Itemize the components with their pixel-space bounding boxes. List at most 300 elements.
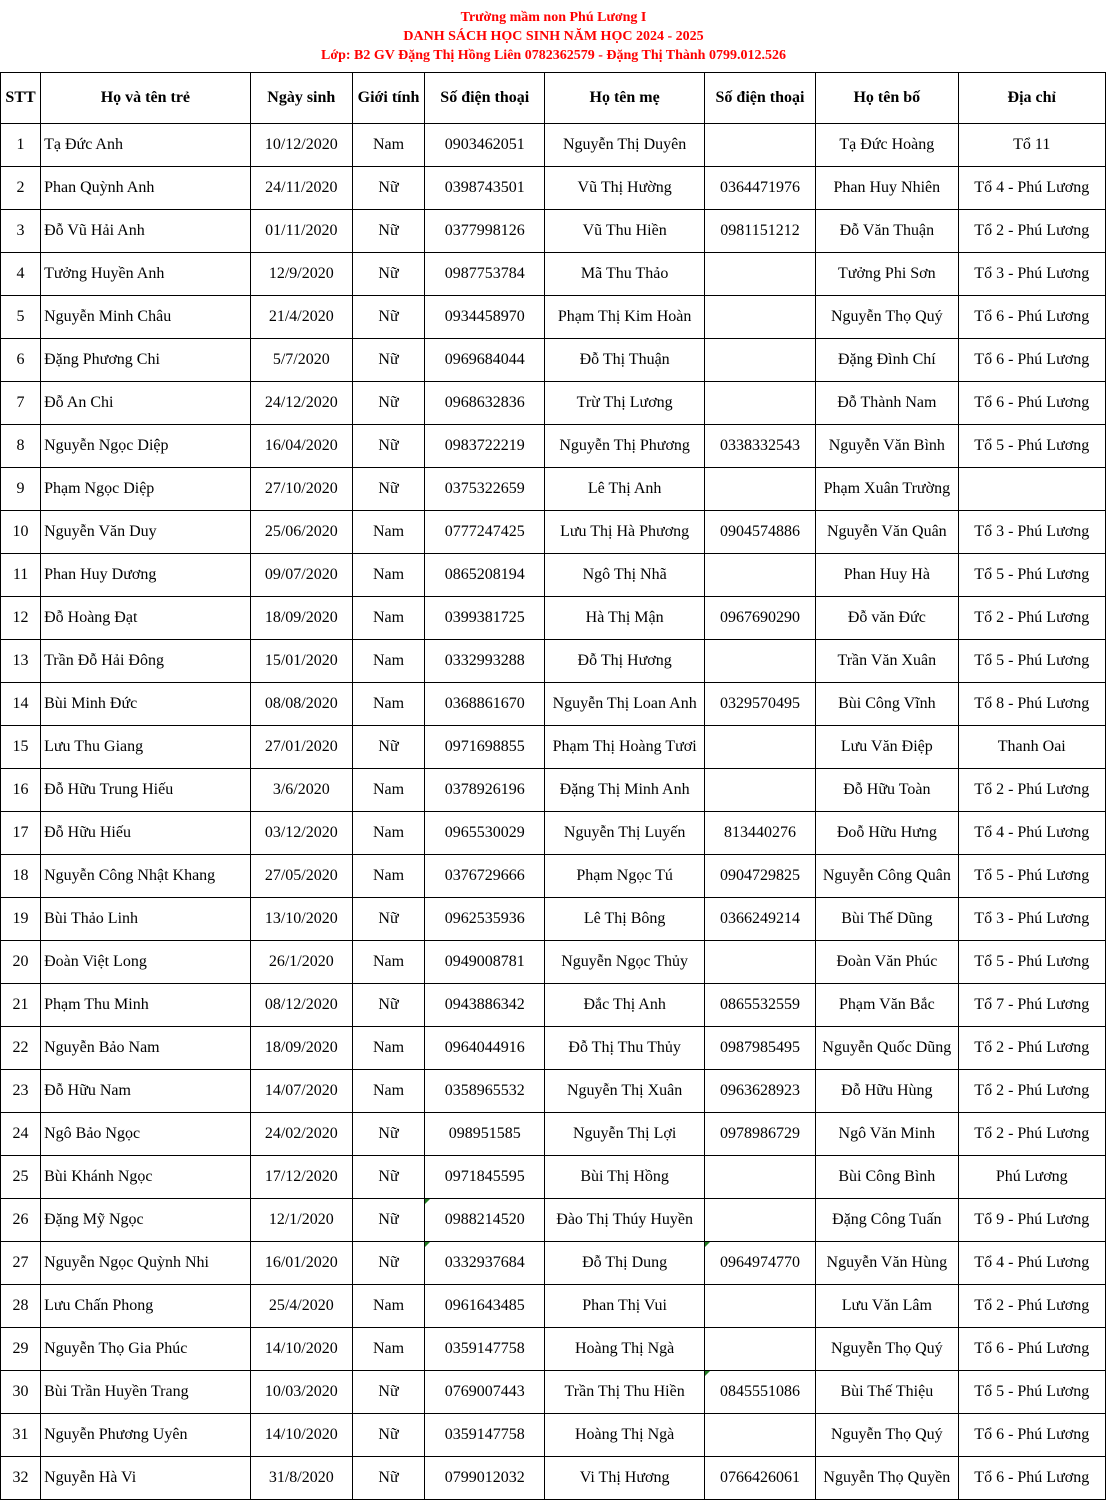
gender-cell: Nam bbox=[352, 597, 424, 640]
gender-cell: Nữ bbox=[352, 726, 424, 769]
child-name-cell: Đoàn Việt Long bbox=[41, 941, 251, 984]
mother-phone-cell bbox=[704, 382, 815, 425]
father-name-cell: Tưởng Phi Sơn bbox=[816, 253, 958, 296]
table-row bbox=[1, 1113, 1106, 1156]
mother-phone-cell bbox=[704, 339, 815, 382]
address-cell: Tổ 6 - Phú Lương bbox=[958, 1414, 1105, 1457]
address-cell: Tổ 6 - Phú Lương bbox=[958, 339, 1105, 382]
address-cell: Tổ 2 - Phú Lương bbox=[958, 769, 1105, 812]
father-name-cell: Đỗ Văn Thuận bbox=[816, 210, 958, 253]
child-name-cell: Phan Quỳnh Anh bbox=[41, 167, 251, 210]
address-cell: Tổ 9 - Phú Lương bbox=[958, 1199, 1105, 1242]
gender-cell: Nữ bbox=[352, 210, 424, 253]
birth-date-cell: 08/12/2020 bbox=[250, 984, 352, 1027]
father-name-cell: Phạm Văn Bắc bbox=[816, 984, 958, 1027]
mother-name-cell: Nguyễn Thị Luyến bbox=[545, 812, 704, 855]
child-name-cell: Nguyễn Ngọc Diệp bbox=[41, 425, 251, 468]
gender-cell: Nữ bbox=[352, 425, 424, 468]
table-row bbox=[1, 511, 1106, 554]
child-name-cell: Bùi Minh Đức bbox=[41, 683, 251, 726]
row-number-cell: 6 bbox=[1, 339, 41, 382]
phone-number-cell: 0988214520 bbox=[425, 1199, 545, 1242]
birth-date-cell: 25/4/2020 bbox=[250, 1285, 352, 1328]
list-title: DANH SÁCH HỌC SINH NĂM HỌC 2024 - 2025 bbox=[403, 29, 704, 44]
mother-name-cell: Đắc Thị Anh bbox=[545, 984, 704, 1027]
column-header: STT bbox=[1, 73, 41, 124]
child-name-cell: Đặng Phương Chi bbox=[41, 339, 251, 382]
birth-date-cell: 24/02/2020 bbox=[250, 1113, 352, 1156]
father-name-cell: Bùi Thế Thiệu bbox=[816, 1371, 958, 1414]
phone-number-cell: 0777247425 bbox=[425, 511, 545, 554]
mother-name-cell: Đỗ Thị Thu Thủy bbox=[545, 1027, 704, 1070]
mother-name-cell: Lưu Thị Hà Phương bbox=[545, 511, 704, 554]
birth-date-cell: 03/12/2020 bbox=[250, 812, 352, 855]
gender-cell: Nữ bbox=[352, 1113, 424, 1156]
mother-phone-cell bbox=[704, 1156, 815, 1199]
table-row bbox=[1, 726, 1106, 769]
table-row bbox=[1, 683, 1106, 726]
gender-cell: Nữ bbox=[352, 167, 424, 210]
table-row bbox=[1, 1285, 1106, 1328]
father-name-cell: Nguyễn Thọ Quý bbox=[816, 1414, 958, 1457]
birth-date-cell: 14/10/2020 bbox=[250, 1414, 352, 1457]
address-cell: Tổ 2 - Phú Lương bbox=[958, 210, 1105, 253]
birth-date-cell: 14/07/2020 bbox=[250, 1070, 352, 1113]
gender-cell: Nữ bbox=[352, 1457, 424, 1500]
address-cell: Phú Lương bbox=[958, 1156, 1105, 1199]
table-row bbox=[1, 1371, 1106, 1414]
father-name-cell: Nguyễn Công Quân bbox=[816, 855, 958, 898]
mother-name-cell: Vi Thị Hương bbox=[545, 1457, 704, 1500]
table-row bbox=[1, 812, 1106, 855]
gender-cell: Nữ bbox=[352, 1414, 424, 1457]
mother-name-cell: Đỗ Thị Dung bbox=[545, 1242, 704, 1285]
child-name-cell: Phan Huy Dương bbox=[41, 554, 251, 597]
mother-name-cell: Đặng Thị Minh Anh bbox=[545, 769, 704, 812]
birth-date-cell: 24/12/2020 bbox=[250, 382, 352, 425]
birth-date-cell: 10/12/2020 bbox=[250, 124, 352, 167]
gender-cell: Nam bbox=[352, 640, 424, 683]
address-cell: Tổ 6 - Phú Lương bbox=[958, 1328, 1105, 1371]
address-cell: Tổ 2 - Phú Lương bbox=[958, 1027, 1105, 1070]
child-name-cell: Phạm Thu Minh bbox=[41, 984, 251, 1027]
father-name-cell: Lưu Văn Điệp bbox=[816, 726, 958, 769]
phone-number-cell: 098951585 bbox=[425, 1113, 545, 1156]
row-number-cell: 13 bbox=[1, 640, 41, 683]
gender-cell: Nam bbox=[352, 554, 424, 597]
mother-name-cell: Vũ Thị Hường bbox=[545, 167, 704, 210]
column-header: Số điện thoại bbox=[425, 73, 545, 124]
column-header: Họ tên bố bbox=[816, 73, 958, 124]
mother-name-cell: Hoàng Thị Ngà bbox=[545, 1328, 704, 1371]
birth-date-cell: 3/6/2020 bbox=[250, 769, 352, 812]
phone-number-cell: 0983722219 bbox=[425, 425, 545, 468]
mother-phone-cell bbox=[704, 1285, 815, 1328]
address-cell bbox=[958, 468, 1105, 511]
phone-number-cell: 0398743501 bbox=[425, 167, 545, 210]
mother-name-cell: Phạm Thị Hoàng Tươi bbox=[545, 726, 704, 769]
school-name: Trường mầm non Phú Lương I bbox=[460, 10, 647, 25]
mother-phone-cell: 0366249214 bbox=[704, 898, 815, 941]
address-cell: Tổ 3 - Phú Lương bbox=[958, 511, 1105, 554]
mother-phone-cell: 0364471976 bbox=[704, 167, 815, 210]
row-number-cell: 10 bbox=[1, 511, 41, 554]
table-row bbox=[1, 1328, 1106, 1371]
child-name-cell: Nguyễn Ngọc Quỳnh Nhi bbox=[41, 1242, 251, 1285]
mother-name-cell: Nguyễn Ngọc Thủy bbox=[545, 941, 704, 984]
gender-cell: Nữ bbox=[352, 898, 424, 941]
phone-number-cell: 0987753784 bbox=[425, 253, 545, 296]
phone-number-cell: 0965530029 bbox=[425, 812, 545, 855]
mother-name-cell: Lê Thị Bông bbox=[545, 898, 704, 941]
table-row bbox=[1, 1414, 1106, 1457]
father-name-cell: Phan Huy Nhiên bbox=[816, 167, 958, 210]
mother-name-cell: Nguyễn Thị Lợi bbox=[545, 1113, 704, 1156]
gender-cell: Nam bbox=[352, 1285, 424, 1328]
birth-date-cell: 24/11/2020 bbox=[250, 167, 352, 210]
mother-phone-cell bbox=[704, 468, 815, 511]
row-number-cell: 31 bbox=[1, 1414, 41, 1457]
mother-phone-cell: 0978986729 bbox=[704, 1113, 815, 1156]
address-cell: Tổ 11 bbox=[958, 124, 1105, 167]
gender-cell: Nữ bbox=[352, 253, 424, 296]
address-cell: Tổ 4 - Phú Lương bbox=[958, 812, 1105, 855]
mother-phone-cell: 0865532559 bbox=[704, 984, 815, 1027]
column-header: Số điện thoại bbox=[704, 73, 815, 124]
child-name-cell: Đỗ Hữu Nam bbox=[41, 1070, 251, 1113]
table-row bbox=[1, 167, 1106, 210]
row-number-cell: 29 bbox=[1, 1328, 41, 1371]
gender-cell: Nam bbox=[352, 1027, 424, 1070]
address-cell: Thanh Oai bbox=[958, 726, 1105, 769]
phone-number-cell: 0969684044 bbox=[425, 339, 545, 382]
table-row bbox=[1, 769, 1106, 812]
father-name-cell: Trần Văn Xuân bbox=[816, 640, 958, 683]
row-number-cell: 20 bbox=[1, 941, 41, 984]
birth-date-cell: 14/10/2020 bbox=[250, 1328, 352, 1371]
address-cell: Tổ 6 - Phú Lương bbox=[958, 296, 1105, 339]
row-number-cell: 8 bbox=[1, 425, 41, 468]
address-cell: Tổ 7 - Phú Lương bbox=[958, 984, 1105, 1027]
address-cell: Tổ 4 - Phú Lương bbox=[958, 1242, 1105, 1285]
phone-number-cell: 0943886342 bbox=[425, 984, 545, 1027]
row-number-cell: 11 bbox=[1, 554, 41, 597]
gender-cell: Nữ bbox=[352, 1242, 424, 1285]
mother-name-cell: Lê Thị Anh bbox=[545, 468, 704, 511]
row-number-cell: 3 bbox=[1, 210, 41, 253]
mother-name-cell: Nguyễn Thị Duyên bbox=[545, 124, 704, 167]
birth-date-cell: 16/04/2020 bbox=[250, 425, 352, 468]
address-cell: Tổ 4 - Phú Lương bbox=[958, 167, 1105, 210]
gender-cell: Nam bbox=[352, 511, 424, 554]
child-name-cell: Nguyễn Văn Duy bbox=[41, 511, 251, 554]
birth-date-cell: 21/4/2020 bbox=[250, 296, 352, 339]
mother-name-cell: Nguyễn Thị Loan Anh bbox=[545, 683, 704, 726]
table-row bbox=[1, 597, 1106, 640]
gender-cell: Nữ bbox=[352, 339, 424, 382]
address-cell: Tổ 5 - Phú Lương bbox=[958, 640, 1105, 683]
phone-number-cell: 0376729666 bbox=[425, 855, 545, 898]
gender-cell: Nữ bbox=[352, 1156, 424, 1199]
mother-name-cell: Hoàng Thị Ngà bbox=[545, 1414, 704, 1457]
mother-name-cell: Vũ Thu Hiền bbox=[545, 210, 704, 253]
birth-date-cell: 12/1/2020 bbox=[250, 1199, 352, 1242]
column-header: Họ và tên trẻ bbox=[41, 73, 251, 124]
child-name-cell: Nguyễn Bảo Nam bbox=[41, 1027, 251, 1070]
mother-phone-cell: 0967690290 bbox=[704, 597, 815, 640]
mother-phone-cell: 0904729825 bbox=[704, 855, 815, 898]
phone-number-cell: 0359147758 bbox=[425, 1414, 545, 1457]
mother-phone-cell bbox=[704, 726, 815, 769]
child-name-cell: Lưu Thu Giang bbox=[41, 726, 251, 769]
father-name-cell: Đỗ Hữu Toàn bbox=[816, 769, 958, 812]
father-name-cell: Đặng Công Tuấn bbox=[816, 1199, 958, 1242]
child-name-cell: Bùi Khánh Ngọc bbox=[41, 1156, 251, 1199]
gender-cell: Nữ bbox=[352, 468, 424, 511]
row-number-cell: 4 bbox=[1, 253, 41, 296]
row-number-cell: 25 bbox=[1, 1156, 41, 1199]
table-row bbox=[1, 984, 1106, 1027]
mother-phone-cell: 0981151212 bbox=[704, 210, 815, 253]
mother-name-cell: Nguyễn Thị Xuân bbox=[545, 1070, 704, 1113]
child-name-cell: Đỗ Hoàng Đạt bbox=[41, 597, 251, 640]
row-number-cell: 23 bbox=[1, 1070, 41, 1113]
row-number-cell: 30 bbox=[1, 1371, 41, 1414]
father-name-cell: Phan Huy Hà bbox=[816, 554, 958, 597]
birth-date-cell: 25/06/2020 bbox=[250, 511, 352, 554]
father-name-cell: Phạm Xuân Trường bbox=[816, 468, 958, 511]
gender-cell: Nữ bbox=[352, 1371, 424, 1414]
phone-number-cell: 0961643485 bbox=[425, 1285, 545, 1328]
child-name-cell: Đỗ Hữu Hiếu bbox=[41, 812, 251, 855]
birth-date-cell: 5/7/2020 bbox=[250, 339, 352, 382]
mother-phone-cell bbox=[704, 769, 815, 812]
gender-cell: Nam bbox=[352, 855, 424, 898]
row-number-cell: 1 bbox=[1, 124, 41, 167]
address-cell: Tổ 5 - Phú Lương bbox=[958, 425, 1105, 468]
row-number-cell: 17 bbox=[1, 812, 41, 855]
phone-number-cell: 0971845595 bbox=[425, 1156, 545, 1199]
table-row bbox=[1, 1070, 1106, 1113]
father-name-cell: Đoàn Văn Phúc bbox=[816, 941, 958, 984]
phone-number-cell: 0399381725 bbox=[425, 597, 545, 640]
child-name-cell: Đỗ Vũ Hải Anh bbox=[41, 210, 251, 253]
child-name-cell: Nguyễn Thọ Gia Phúc bbox=[41, 1328, 251, 1371]
row-number-cell: 19 bbox=[1, 898, 41, 941]
birth-date-cell: 27/10/2020 bbox=[250, 468, 352, 511]
table-row bbox=[1, 425, 1106, 468]
table-row bbox=[1, 1242, 1106, 1285]
table-body bbox=[1, 124, 1106, 1500]
phone-number-cell: 0971698855 bbox=[425, 726, 545, 769]
father-name-cell: Nguyễn Quốc Dũng bbox=[816, 1027, 958, 1070]
table-row bbox=[1, 855, 1106, 898]
birth-date-cell: 12/9/2020 bbox=[250, 253, 352, 296]
mother-phone-cell: 0766426061 bbox=[704, 1457, 815, 1500]
gender-cell: Nữ bbox=[352, 382, 424, 425]
birth-date-cell: 10/03/2020 bbox=[250, 1371, 352, 1414]
child-name-cell: Đặng Mỹ Ngọc bbox=[41, 1199, 251, 1242]
mother-phone-cell bbox=[704, 941, 815, 984]
father-name-cell: Đỗ Thành Nam bbox=[816, 382, 958, 425]
row-number-cell: 18 bbox=[1, 855, 41, 898]
column-header: Địa chỉ bbox=[958, 73, 1105, 124]
address-cell: Tổ 2 - Phú Lương bbox=[958, 1070, 1105, 1113]
child-name-cell: Nguyễn Hà Vi bbox=[41, 1457, 251, 1500]
phone-number-cell: 0962535936 bbox=[425, 898, 545, 941]
phone-number-cell: 0332993288 bbox=[425, 640, 545, 683]
address-cell: Tổ 8 - Phú Lương bbox=[958, 683, 1105, 726]
birth-date-cell: 09/07/2020 bbox=[250, 554, 352, 597]
mother-name-cell: Phạm Ngọc Tú bbox=[545, 855, 704, 898]
table-row bbox=[1, 253, 1106, 296]
father-name-cell: Lưu Văn Lâm bbox=[816, 1285, 958, 1328]
birth-date-cell: 15/01/2020 bbox=[250, 640, 352, 683]
gender-cell: Nam bbox=[352, 1070, 424, 1113]
row-number-cell: 7 bbox=[1, 382, 41, 425]
mother-name-cell: Phan Thị Vui bbox=[545, 1285, 704, 1328]
table-header-row bbox=[1, 73, 1106, 124]
birth-date-cell: 27/05/2020 bbox=[250, 855, 352, 898]
father-name-cell: Nguyễn Văn Hùng bbox=[816, 1242, 958, 1285]
row-number-cell: 26 bbox=[1, 1199, 41, 1242]
mother-phone-cell: 0329570495 bbox=[704, 683, 815, 726]
row-number-cell: 22 bbox=[1, 1027, 41, 1070]
child-name-cell: Bùi Thảo Linh bbox=[41, 898, 251, 941]
gender-cell: Nam bbox=[352, 941, 424, 984]
phone-number-cell: 0949008781 bbox=[425, 941, 545, 984]
address-cell: Tổ 2 - Phú Lương bbox=[958, 597, 1105, 640]
mother-phone-cell bbox=[704, 253, 815, 296]
father-name-cell: Bùi Công Bình bbox=[816, 1156, 958, 1199]
row-number-cell: 24 bbox=[1, 1113, 41, 1156]
table-row bbox=[1, 210, 1106, 253]
mother-phone-cell bbox=[704, 554, 815, 597]
child-name-cell: Tưởng Huyền Anh bbox=[41, 253, 251, 296]
column-header: Họ tên mẹ bbox=[545, 73, 704, 124]
child-name-cell: Nguyễn Phương Uyên bbox=[41, 1414, 251, 1457]
address-cell: Tổ 5 - Phú Lương bbox=[958, 941, 1105, 984]
phone-number-cell: 0377998126 bbox=[425, 210, 545, 253]
mother-name-cell: Trần Thị Thu Hiền bbox=[545, 1371, 704, 1414]
father-name-cell: Đỗ văn Đức bbox=[816, 597, 958, 640]
mother-phone-cell bbox=[704, 1199, 815, 1242]
mother-phone-cell: 0845551086 bbox=[704, 1371, 815, 1414]
column-header: Ngày sinh bbox=[250, 73, 352, 124]
father-name-cell: Ngô Văn Minh bbox=[816, 1113, 958, 1156]
table-row bbox=[1, 1199, 1106, 1242]
father-name-cell: Nguyễn Thọ Quyền bbox=[816, 1457, 958, 1500]
father-name-cell: Đỗ Hữu Hùng bbox=[816, 1070, 958, 1113]
birth-date-cell: 08/08/2020 bbox=[250, 683, 352, 726]
father-name-cell: Đoỗ Hữu Hưng bbox=[816, 812, 958, 855]
address-cell: Tổ 5 - Phú Lương bbox=[958, 855, 1105, 898]
table-row bbox=[1, 898, 1106, 941]
birth-date-cell: 27/01/2020 bbox=[250, 726, 352, 769]
father-name-cell: Tạ Đức Hoàng bbox=[816, 124, 958, 167]
father-name-cell: Đặng Đình Chí bbox=[816, 339, 958, 382]
mother-name-cell: Ngô Thị Nhã bbox=[545, 554, 704, 597]
mother-phone-cell: 0987985495 bbox=[704, 1027, 815, 1070]
phone-number-cell: 0865208194 bbox=[425, 554, 545, 597]
phone-number-cell: 0934458970 bbox=[425, 296, 545, 339]
address-cell: Tổ 2 - Phú Lương bbox=[958, 1113, 1105, 1156]
table-row bbox=[1, 941, 1106, 984]
child-name-cell: Bùi Trần Huyền Trang bbox=[41, 1371, 251, 1414]
birth-date-cell: 17/12/2020 bbox=[250, 1156, 352, 1199]
row-number-cell: 28 bbox=[1, 1285, 41, 1328]
child-name-cell: Ngô Bảo Ngọc bbox=[41, 1113, 251, 1156]
phone-number-cell: 0964044916 bbox=[425, 1027, 545, 1070]
phone-number-cell: 0368861670 bbox=[425, 683, 545, 726]
gender-cell: Nam bbox=[352, 124, 424, 167]
mother-name-cell: Hà Thị Mận bbox=[545, 597, 704, 640]
table-row bbox=[1, 382, 1106, 425]
phone-number-cell: 0358965532 bbox=[425, 1070, 545, 1113]
row-number-cell: 14 bbox=[1, 683, 41, 726]
address-cell: Tổ 6 - Phú Lương bbox=[958, 1457, 1105, 1500]
father-name-cell: Nguyễn Văn Bình bbox=[816, 425, 958, 468]
gender-cell: Nữ bbox=[352, 984, 424, 1027]
child-name-cell: Phạm Ngọc Diệp bbox=[41, 468, 251, 511]
table-row bbox=[1, 124, 1106, 167]
table-row bbox=[1, 1457, 1106, 1500]
gender-cell: Nam bbox=[352, 769, 424, 812]
table-row bbox=[1, 1027, 1106, 1070]
mother-name-cell: Đỗ Thị Thuận bbox=[545, 339, 704, 382]
father-name-cell: Nguyễn Thọ Quý bbox=[816, 296, 958, 339]
mother-phone-cell: 0338332543 bbox=[704, 425, 815, 468]
mother-name-cell: Mã Thu Thảo bbox=[545, 253, 704, 296]
row-number-cell: 27 bbox=[1, 1242, 41, 1285]
phone-number-cell: 0903462051 bbox=[425, 124, 545, 167]
mother-name-cell: Bùi Thị Hồng bbox=[545, 1156, 704, 1199]
row-number-cell: 12 bbox=[1, 597, 41, 640]
mother-name-cell: Nguyễn Thị Phương bbox=[545, 425, 704, 468]
table-row bbox=[1, 296, 1106, 339]
birth-date-cell: 01/11/2020 bbox=[250, 210, 352, 253]
phone-number-cell: 0359147758 bbox=[425, 1328, 545, 1371]
birth-date-cell: 26/1/2020 bbox=[250, 941, 352, 984]
child-name-cell: Tạ Đức Anh bbox=[41, 124, 251, 167]
class-info: Lớp: B2 GV Đặng Thị Hồng Liên 0782362579 - Đặng Thị Thành 0799.012.526 bbox=[321, 48, 786, 63]
mother-phone-cell bbox=[704, 1328, 815, 1371]
column-header: Giới tính bbox=[352, 73, 424, 124]
gender-cell: Nam bbox=[352, 1328, 424, 1371]
birth-date-cell: 18/09/2020 bbox=[250, 597, 352, 640]
mother-phone-cell bbox=[704, 640, 815, 683]
row-number-cell: 16 bbox=[1, 769, 41, 812]
mother-phone-cell: 0904574886 bbox=[704, 511, 815, 554]
father-name-cell: Nguyễn Văn Quân bbox=[816, 511, 958, 554]
mother-phone-cell: 813440276 bbox=[704, 812, 815, 855]
table-row bbox=[1, 339, 1106, 382]
address-cell: Tổ 3 - Phú Lương bbox=[958, 898, 1105, 941]
table-row bbox=[1, 468, 1106, 511]
row-number-cell: 2 bbox=[1, 167, 41, 210]
mother-name-cell: Phạm Thị Kim Hoàn bbox=[545, 296, 704, 339]
birth-date-cell: 13/10/2020 bbox=[250, 898, 352, 941]
child-name-cell: Nguyễn Công Nhật Khang bbox=[41, 855, 251, 898]
phone-number-cell: 0375322659 bbox=[425, 468, 545, 511]
phone-number-cell: 0968632836 bbox=[425, 382, 545, 425]
phone-number-cell: 0769007443 bbox=[425, 1371, 545, 1414]
student-table bbox=[0, 72, 1106, 1500]
birth-date-cell: 31/8/2020 bbox=[250, 1457, 352, 1500]
father-name-cell: Bùi Thế Dũng bbox=[816, 898, 958, 941]
father-name-cell: Nguyễn Thọ Quý bbox=[816, 1328, 958, 1371]
table-row bbox=[1, 640, 1106, 683]
